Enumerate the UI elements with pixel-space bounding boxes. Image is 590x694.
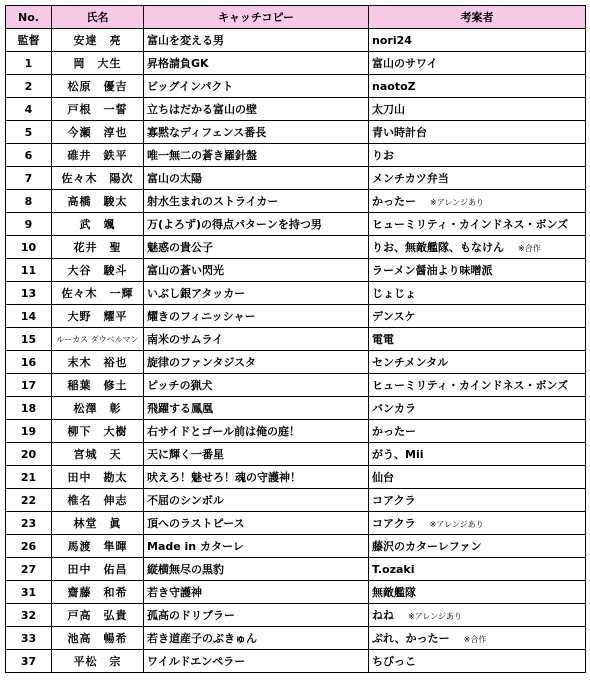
cell-no-text: 1 (24, 56, 33, 70)
cell-catchcopy (144, 466, 369, 489)
cell-no-text: 9 (24, 217, 33, 231)
cell-author (369, 351, 586, 374)
table-row (6, 627, 586, 650)
cell-author (369, 627, 586, 650)
cell-catchcopy (144, 397, 369, 420)
cell-author-text: ねね (372, 609, 394, 622)
cell-name-text: 戸根 一誓 (67, 103, 128, 116)
cell-author-text: りお (372, 149, 394, 162)
cell-name-text: 松澤 彰 (73, 402, 122, 415)
cell-author (369, 121, 586, 144)
cell-no-text: 19 (20, 424, 37, 438)
catchcopy-table (5, 5, 586, 673)
header-name: 氏名 (52, 6, 144, 29)
cell-author (369, 443, 586, 466)
table-row (6, 213, 586, 236)
cell-no-text: 5 (24, 125, 33, 139)
table-row (6, 535, 586, 558)
cell-no (6, 420, 52, 443)
cell-author-text: T.ozaki (372, 562, 415, 576)
cell-author (369, 466, 586, 489)
cell-author-text: がう、Mii (372, 448, 424, 461)
cell-catchcopy (144, 144, 369, 167)
cell-name (52, 466, 144, 489)
cell-no-text: 27 (20, 562, 37, 576)
cell-author (369, 167, 586, 190)
cell-catchcopy (144, 328, 369, 351)
header-row (6, 6, 586, 29)
cell-no (6, 52, 52, 75)
table-row (6, 259, 586, 282)
table-row (6, 466, 586, 489)
cell-catchcopy (144, 420, 369, 443)
cell-name-text: 林堂 眞 (73, 517, 122, 530)
cell-author (369, 420, 586, 443)
cell-name-text: 佐々木 一輝 (61, 287, 134, 300)
cell-author (369, 305, 586, 328)
cell-note: ※アレンジあり (429, 520, 484, 529)
cell-name (52, 52, 144, 75)
cell-catchcopy (144, 236, 369, 259)
cell-no (6, 282, 52, 305)
cell-author-text: バンカラ (372, 402, 416, 415)
cell-author-text: 青い時計台 (372, 126, 427, 139)
cell-name-text: ルーカス ダウベルマン (56, 334, 139, 344)
cell-catchcopy-text: 縦横無尽の黒豹 (147, 563, 224, 576)
cell-catchcopy-text: 若き守護神 (147, 586, 202, 599)
cell-name (52, 121, 144, 144)
cell-no-text: 8 (24, 194, 33, 208)
cell-name-text: 花井 聖 (73, 241, 122, 254)
cell-no (6, 259, 52, 282)
cell-no-text: 16 (20, 355, 37, 369)
cell-name (52, 75, 144, 98)
cell-note: ※アレンジあり (408, 612, 462, 621)
table-row (6, 650, 586, 673)
cell-name-text: 田中 佑昌 (67, 563, 128, 576)
table-row (6, 397, 586, 420)
table-row (6, 420, 586, 443)
header-author: 考案者 (369, 6, 586, 29)
cell-name-text: 池高 暢希 (67, 632, 128, 645)
cell-name-text: 大谷 駿斗 (67, 264, 128, 277)
cell-no-text: 13 (20, 286, 37, 300)
cell-catchcopy (144, 604, 369, 627)
table-row (6, 305, 586, 328)
cell-name-text: 今瀬 淳也 (67, 126, 128, 139)
cell-no (6, 374, 52, 397)
cell-author (369, 512, 586, 535)
cell-catchcopy-text: 耀きのフィニッシャー (147, 310, 256, 323)
cell-no (6, 236, 52, 259)
cell-author (369, 75, 586, 98)
cell-no-text: 23 (20, 516, 37, 530)
cell-name (52, 650, 144, 673)
header-no: No. (6, 6, 52, 29)
cell-catchcopy-text: ピッチの猟犬 (147, 379, 213, 392)
table-row (6, 52, 586, 75)
cell-catchcopy-text: 富山の太陽 (147, 172, 202, 185)
cell-name (52, 328, 144, 351)
cell-name (52, 282, 144, 305)
cell-name (52, 98, 144, 121)
cell-no-text: 6 (24, 148, 33, 162)
cell-catchcopy (144, 75, 369, 98)
cell-no-text: 17 (20, 378, 37, 392)
table-row (6, 144, 586, 167)
cell-name (52, 420, 144, 443)
cell-no-text: 21 (20, 470, 37, 484)
cell-name-text: 柳下 大樹 (67, 425, 128, 438)
cell-name (52, 604, 144, 627)
cell-author-text: かったー (372, 425, 416, 438)
table-row (6, 282, 586, 305)
cell-no (6, 121, 52, 144)
cell-no (6, 535, 52, 558)
cell-author (369, 213, 586, 236)
cell-no-text: 7 (24, 171, 33, 185)
cell-catchcopy-text: 右サイドとゴール前は俺の庭！ (147, 425, 301, 438)
cell-catchcopy-text: ビッグインパクト (147, 80, 234, 93)
cell-no-text: 10 (20, 240, 37, 254)
cell-catchcopy-text: 寡黙なディフェンス番長 (147, 126, 267, 139)
cell-catchcopy-text: 孤高のドリブラー (147, 609, 235, 622)
cell-no-text: 32 (20, 608, 37, 622)
cell-catchcopy (144, 121, 369, 144)
cell-catchcopy (144, 627, 369, 650)
table-row (6, 374, 586, 397)
table-row (6, 581, 586, 604)
cell-note: ※合作 (463, 635, 487, 644)
cell-no-text: 11 (20, 263, 37, 277)
cell-name (52, 627, 144, 650)
cell-no-text: 20 (20, 447, 37, 461)
cell-no (6, 144, 52, 167)
cell-no-text: 26 (20, 539, 37, 553)
cell-catchcopy-text: ワイルドエンペラー (147, 655, 246, 668)
cell-author-text: 藤沢のカターレファン (372, 540, 482, 553)
table-row (6, 190, 586, 213)
cell-name (52, 581, 144, 604)
cell-author (369, 650, 586, 673)
cell-no (6, 305, 52, 328)
cell-no (6, 604, 52, 627)
cell-author (369, 535, 586, 558)
cell-name-text: 末木 裕也 (67, 356, 128, 369)
cell-name (52, 144, 144, 167)
cell-name (52, 558, 144, 581)
cell-name-text: 椎名 伸志 (67, 494, 128, 507)
cell-author-text: デンスケ (372, 310, 416, 323)
cell-no-text: 18 (20, 401, 37, 415)
cell-note: ※アレンジあり (430, 198, 484, 207)
cell-name-text: 佐々木 陽次 (61, 172, 134, 185)
cell-catchcopy-text: 吠えろ！魅せろ！魂の守護神！ (147, 471, 301, 484)
cell-catchcopy-text: 唯一無二の蒼き羅針盤 (147, 149, 257, 162)
cell-author (369, 581, 586, 604)
cell-catchcopy (144, 351, 369, 374)
cell-name-text: 宮城 天 (73, 448, 122, 461)
cell-author-text: コアクラ (372, 517, 416, 530)
cell-no (6, 98, 52, 121)
cell-catchcopy (144, 443, 369, 466)
cell-no (6, 190, 52, 213)
cell-author (369, 374, 586, 397)
cell-catchcopy-text: 飛躍する鳳凰 (147, 402, 213, 415)
cell-catchcopy (144, 167, 369, 190)
cell-catchcopy-text: 不屈のシンボル (147, 494, 224, 507)
cell-catchcopy (144, 98, 369, 121)
cell-name (52, 489, 144, 512)
cell-name-text: 碓井 鉄平 (67, 149, 128, 162)
cell-catchcopy-text: 昇格請負GK (147, 57, 209, 70)
cell-no (6, 512, 52, 535)
cell-no-text: 15 (20, 332, 37, 346)
cell-catchcopy (144, 489, 369, 512)
cell-no (6, 489, 52, 512)
cell-author-text: nori24 (372, 33, 412, 47)
cell-author-text: ヒューミリティ・カインドネス・ボンズ (372, 379, 569, 392)
table-row (6, 489, 586, 512)
table-row (6, 443, 586, 466)
cell-catchcopy-text: 富山を変える男 (147, 34, 224, 47)
cell-author-text: センチメンタル (372, 356, 449, 369)
cell-author-text: かったー (372, 195, 416, 208)
cell-name (52, 236, 144, 259)
cell-author (369, 236, 586, 259)
cell-catchcopy (144, 29, 369, 52)
cell-no (6, 443, 52, 466)
table-row (6, 121, 586, 144)
cell-no-text: 37 (20, 654, 37, 668)
cell-no (6, 397, 52, 420)
cell-no (6, 581, 52, 604)
cell-catchcopy-text: いぶし銀アタッカー (147, 287, 246, 300)
cell-name (52, 512, 144, 535)
cell-catchcopy-text: 若き道産子のぶきゅん (147, 632, 257, 645)
cell-name-text: 齋藤 和希 (67, 586, 128, 599)
cell-author (369, 489, 586, 512)
cell-name-text: 大野 耀平 (67, 310, 128, 323)
cell-author-text: コアクラ (372, 494, 416, 507)
cell-catchcopy (144, 282, 369, 305)
cell-no-text: 22 (20, 493, 37, 507)
cell-name-text: 武 颯 (79, 218, 116, 231)
cell-catchcopy-text: 頂へのラストピース (147, 517, 245, 530)
cell-name (52, 397, 144, 420)
cell-name (52, 374, 144, 397)
cell-name (52, 167, 144, 190)
cell-catchcopy (144, 52, 369, 75)
cell-catchcopy-text: 万(よろず)の得点パターンを持つ男 (147, 218, 322, 231)
cell-author-text: じょじょ (372, 287, 416, 300)
cell-catchcopy (144, 558, 369, 581)
cell-name (52, 190, 144, 213)
cell-no (6, 167, 52, 190)
cell-catchcopy-text: 立ちはだかる富山の壁 (147, 103, 257, 116)
cell-author (369, 397, 586, 420)
cell-name (52, 29, 144, 52)
cell-name (52, 213, 144, 236)
cell-author-text: りお、無敵艦隊、もなけん (372, 241, 504, 254)
cell-catchcopy (144, 374, 369, 397)
cell-author-text: ぷれ、かったー (372, 632, 450, 645)
table-row (6, 558, 586, 581)
cell-author (369, 144, 586, 167)
cell-author-text: ヒューミリティ・カインドネス・ボンズ (372, 218, 569, 231)
cell-name (52, 351, 144, 374)
cell-author (369, 328, 586, 351)
cell-no (6, 29, 52, 52)
cell-author (369, 259, 586, 282)
cell-no-text: 2 (24, 79, 33, 93)
cell-catchcopy-text: 富山の蒼い閃光 (147, 264, 224, 277)
cell-author-text: 電電 (372, 333, 394, 346)
cell-author-text: 無敵艦隊 (372, 586, 416, 599)
table-row (6, 29, 586, 52)
cell-no (6, 351, 52, 374)
cell-author-text: ラーメン醤油より味噌派 (372, 264, 493, 277)
cell-no-text: 31 (20, 585, 37, 599)
cell-no-text: 14 (20, 309, 37, 323)
cell-note: ※合作 (518, 244, 541, 253)
cell-name-text: 田中 勘太 (67, 471, 128, 484)
cell-catchcopy (144, 305, 369, 328)
cell-catchcopy (144, 259, 369, 282)
table-row (6, 167, 586, 190)
cell-name-text: 稲葉 修土 (67, 379, 128, 392)
cell-catchcopy-text: 旋律のファンタジスタ (147, 356, 257, 369)
cell-name-text: 高橋 駿太 (67, 195, 128, 208)
cell-catchcopy (144, 512, 369, 535)
cell-author-text: 太刀山 (372, 103, 405, 116)
cell-no (6, 558, 52, 581)
cell-no-text: 監督 (17, 34, 40, 47)
table-row (6, 512, 586, 535)
cell-author (369, 604, 586, 627)
cell-no-text: 33 (20, 631, 37, 645)
cell-no (6, 213, 52, 236)
cell-name (52, 535, 144, 558)
table-row (6, 604, 586, 627)
cell-catchcopy (144, 190, 369, 213)
cell-no (6, 328, 52, 351)
cell-catchcopy-text: 天に輝く一番星 (147, 448, 224, 461)
cell-catchcopy (144, 213, 369, 236)
table-row (6, 328, 586, 351)
cell-catchcopy (144, 535, 369, 558)
header-catchcopy: キャッチコピー (144, 6, 369, 29)
cell-name-text: 戸高 弘貴 (67, 609, 128, 622)
cell-no (6, 466, 52, 489)
table-row (6, 75, 586, 98)
cell-author (369, 190, 586, 213)
cell-author (369, 98, 586, 121)
cell-author-text: 富山のサワイ (372, 57, 438, 70)
cell-name-text: 馬渡 隼暉 (67, 540, 128, 553)
cell-no (6, 627, 52, 650)
cell-no-text: 4 (24, 102, 33, 116)
cell-name (52, 305, 144, 328)
table-body (6, 29, 586, 673)
cell-catchcopy (144, 581, 369, 604)
cell-author-text: ちびっこ (372, 655, 416, 668)
cell-author-text: 仙台 (372, 471, 394, 484)
cell-name-text: 安達 亮 (73, 34, 122, 47)
cell-author (369, 52, 586, 75)
cell-catchcopy (144, 650, 369, 673)
cell-author-text: naotoZ (372, 79, 416, 93)
cell-name-text: 岡 大生 (73, 57, 122, 70)
cell-no (6, 75, 52, 98)
cell-catchcopy-text: Made in カターレ (147, 540, 244, 553)
cell-name-text: 松原 優吉 (67, 80, 128, 93)
table-row (6, 98, 586, 121)
table-row (6, 236, 586, 259)
cell-name-text: 平松 宗 (73, 655, 122, 668)
cell-author (369, 282, 586, 305)
cell-no (6, 650, 52, 673)
cell-name (52, 259, 144, 282)
cell-catchcopy-text: 魅惑の貴公子 (147, 241, 213, 254)
cell-author (369, 29, 586, 52)
cell-name (52, 443, 144, 466)
cell-catchcopy-text: 南米のサムライ (147, 333, 224, 346)
table-row (6, 351, 586, 374)
cell-author (369, 558, 586, 581)
cell-catchcopy-text: 射水生まれのストライカー (147, 195, 279, 208)
cell-author-text: メンチカツ弁当 (372, 172, 449, 185)
